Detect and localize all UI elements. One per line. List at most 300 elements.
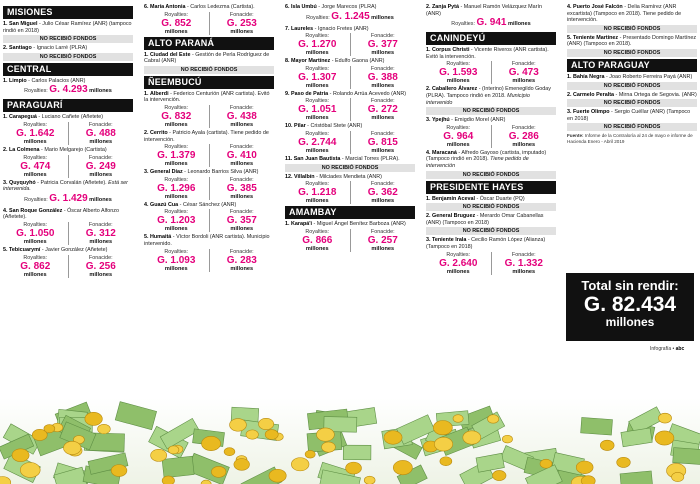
values-row <box>426 252 556 275</box>
entry-detail: - César Sánchez (ANR) <box>178 201 237 208</box>
entry-name: San Juan Bautista <box>293 155 341 162</box>
bill-shape <box>673 448 700 465</box>
fonacide-value: G. 377 <box>367 39 398 51</box>
entry-number: 1. <box>567 73 572 80</box>
total-unit: millones <box>605 315 655 329</box>
municipality-entry <box>426 86 556 115</box>
values-row <box>426 61 556 84</box>
section-header: PARAGUARÍ <box>3 99 133 112</box>
value-unit: millones <box>508 21 531 28</box>
municipality-entry <box>144 4 274 35</box>
royalties-value: G. 2.640 <box>439 257 478 269</box>
value-unit: millones <box>230 226 254 233</box>
royalties-label: Royalties: <box>305 130 330 137</box>
fonacide-label: Fonacide: <box>511 251 536 258</box>
fonacide-label: Fonacide: <box>370 228 395 235</box>
coin-shape <box>658 413 671 423</box>
fonacide-label: Fonacide: <box>370 181 395 188</box>
entry-number: 4. <box>567 4 572 10</box>
entry-title <box>285 221 415 228</box>
entry-number: 10. <box>285 123 293 130</box>
fonacide-value: G. 256 <box>85 260 116 272</box>
coin-shape <box>269 469 286 482</box>
municipality-entry <box>3 78 133 98</box>
section-header: AMAMBAY <box>285 206 415 219</box>
royalties-label: Royalties: <box>446 124 471 131</box>
royalties-cell <box>3 155 68 178</box>
entry-name: Quyquyhó <box>9 179 36 186</box>
royalties-single <box>285 11 415 24</box>
fonacide-cell <box>350 131 416 154</box>
entry-detail: - Marcial Torres (PLRA). <box>340 155 400 162</box>
section-header: PRESIDENTE HAYES <box>426 181 556 194</box>
entry-detail: - Víctor Bordoli (ANR cartista). Municipio intervenido. <box>144 234 270 247</box>
royalties-value: G. 852 <box>161 17 192 29</box>
royalties-label: Royalties: <box>164 144 189 151</box>
municipality-entry <box>426 237 556 274</box>
royalties-label: Royalties: <box>23 221 48 228</box>
value-unit: millones <box>89 171 113 178</box>
entry-number: 2. <box>426 213 431 220</box>
entry-title <box>426 237 556 250</box>
royalties-value: G. 1.270 <box>298 39 337 51</box>
entry-name: Fuerte Olimpo <box>573 109 610 116</box>
royalties-cell <box>285 229 350 252</box>
entry-detail: - Presentado Domingo Martínez (ANR) (Tampoco en 2018). <box>567 34 697 48</box>
value-unit: millones <box>164 193 188 200</box>
fonacide-label: Fonacide: <box>88 254 113 261</box>
value-unit: millones <box>305 245 329 252</box>
royalties-value: G. 1.642 <box>16 127 55 139</box>
coin-shape <box>230 419 247 432</box>
fonacide-label: Fonacide: <box>229 104 254 111</box>
no-funds-badge: NO RECIBIÓ FONDOS <box>426 107 556 115</box>
royalties-value: G. 866 <box>302 234 333 246</box>
value-unit: millones <box>305 147 329 154</box>
no-funds-badge: NO RECIBIÓ FONDOS <box>567 123 697 131</box>
no-funds-badge: NO RECIBIÓ FONDOS <box>426 227 556 235</box>
fonacide-value: G. 438 <box>226 110 257 122</box>
fonacide-cell <box>350 66 416 89</box>
municipality-entry <box>3 180 133 206</box>
entry-title <box>285 123 415 130</box>
value-unit: millones <box>230 193 254 200</box>
coin-shape <box>540 459 552 468</box>
entry-detail: - Mirna Ortega de Segovia. (ANR) <box>614 91 697 98</box>
coin-shape <box>322 442 336 452</box>
values-row <box>3 122 133 145</box>
entry-detail: - Ignacio Fretes (ANR) <box>313 25 369 32</box>
entry-number: 4. <box>3 207 8 214</box>
entry-number: 2. <box>567 91 572 98</box>
fonacide-cell <box>68 122 134 145</box>
entry-title <box>567 74 697 81</box>
source-text: Informe de la Contraloría al 24 de mayo e informe de Hacienda Enero - Abril 2019 <box>567 133 693 144</box>
coin-shape <box>259 418 274 429</box>
entry-detail: - Merardo Omar Cabanellas (ANR) (Tampoco en 2018) <box>426 213 544 226</box>
coin-shape <box>305 450 315 458</box>
coin-shape <box>246 430 258 439</box>
municipality-entry <box>285 4 415 24</box>
entry-name: Ypejhú <box>432 117 450 124</box>
no-funds-badge: NO RECIBIÓ FONDOS <box>567 99 697 107</box>
entry-name: María Antonia <box>150 4 186 10</box>
entry-detail: - Sergio Cuéllar (ANR) (Tampoco en 2018) <box>567 109 691 122</box>
fonacide-label: Fonacide: <box>229 11 254 18</box>
royalties-cell <box>3 222 68 245</box>
entry-title <box>3 78 133 85</box>
entry-title <box>3 147 133 154</box>
entry-number: 1. <box>3 77 8 84</box>
entry-title <box>567 92 697 99</box>
municipality-entry <box>567 74 697 90</box>
municipality-entry <box>567 92 697 108</box>
fonacide-value: G. 283 <box>226 254 257 266</box>
value-unit: millones <box>89 88 112 95</box>
entry-number: 1. <box>3 114 8 121</box>
no-funds-badge: NO RECIBIÓ FONDOS <box>567 25 697 33</box>
coin-shape <box>384 431 402 445</box>
royalties-label: Royalties: <box>164 176 189 183</box>
fonacide-cell <box>209 144 275 167</box>
fonacide-cell <box>350 181 416 204</box>
entry-number: 8. <box>285 58 290 65</box>
entry-detail: - Patricia Corvalán (Añetete). <box>35 179 109 186</box>
fonacide-label: Fonacide: <box>88 154 113 161</box>
municipality-entry <box>567 109 697 131</box>
value-unit: millones <box>164 226 188 233</box>
value-unit: millones <box>512 78 536 85</box>
entry-number: 5. <box>3 246 8 253</box>
no-funds-badge: NO RECIBIÓ FONDOS <box>3 35 133 43</box>
royalties-label: Royalties: <box>23 154 48 161</box>
values-row <box>144 105 274 128</box>
municipality-entry <box>3 208 133 245</box>
royalties-label: Royalties: <box>305 33 330 40</box>
coin-shape <box>98 424 111 434</box>
royalties-label: Royalties: <box>305 181 330 188</box>
entry-title <box>144 4 274 11</box>
entry-detail: - Óscar Alberto Alfonzo (Añetete). <box>3 207 119 221</box>
entry-name: Ciudad del Este <box>150 51 191 58</box>
royalties-label: Royalties: <box>305 65 330 72</box>
entry-number: 3. <box>426 117 431 124</box>
municipality-entry <box>285 174 415 205</box>
coin-shape <box>317 428 335 441</box>
coin-shape <box>488 415 499 423</box>
entry-title <box>285 91 415 98</box>
coin-shape <box>202 436 221 450</box>
municipality-entry <box>144 52 274 74</box>
fonacide-cell <box>350 33 416 56</box>
fonacide-cell <box>68 255 134 278</box>
values-row <box>144 209 274 232</box>
entry-title <box>285 58 415 65</box>
fonacide-value: G. 410 <box>226 150 257 162</box>
entry-title <box>567 35 697 48</box>
royalties-value: G. 1.245 <box>331 10 370 22</box>
royalties-single <box>426 17 556 30</box>
value-unit: millones <box>371 147 395 154</box>
fonacide-cell <box>350 98 416 121</box>
coin-shape <box>492 470 506 480</box>
royalties-value: G. 1.218 <box>298 187 337 199</box>
entry-number: 3. <box>426 237 431 244</box>
bill-shape <box>343 445 371 460</box>
values-row <box>285 181 415 204</box>
coin-shape <box>151 449 167 461</box>
money-illustration <box>0 398 700 484</box>
royalties-cell <box>144 249 209 272</box>
royalties-value: G. 1.307 <box>298 71 337 83</box>
value-unit: millones <box>89 196 112 203</box>
entry-title <box>567 4 697 24</box>
entry-number: 2. <box>426 4 431 10</box>
fonacide-label: Fonacide: <box>88 221 113 228</box>
entry-title <box>285 156 415 163</box>
fonacide-value: G. 286 <box>508 130 539 142</box>
no-funds-badge: NO RECIBIÓ FONDOS <box>285 164 415 172</box>
entry-detail: - Carlos Palacios (ANR) <box>26 77 86 84</box>
royalties-cell <box>3 255 68 278</box>
fonacide-cell <box>491 125 557 148</box>
value-unit: millones <box>371 82 395 89</box>
coin-shape <box>600 440 614 450</box>
entry-title <box>3 180 133 193</box>
royalties-cell <box>144 12 209 35</box>
coin-shape <box>576 461 593 474</box>
royalties-label: Royalties: <box>23 254 48 261</box>
entry-detail: - Ignacio Larré (PLRA) <box>31 45 88 52</box>
entry-number: 6. <box>285 4 290 10</box>
entry-number: 1. <box>285 221 290 228</box>
entry-number: 3. <box>3 179 8 186</box>
entry-title <box>426 47 556 60</box>
entry-detail: - Javier González (Añetete) <box>40 246 108 253</box>
entry-detail: - Patricio Ayala (cartista). Tiene pedido de intervención. <box>144 129 269 143</box>
coin-shape <box>265 430 278 440</box>
credit: Infografía • abc <box>650 346 685 352</box>
coin-shape <box>224 448 235 456</box>
values-row <box>285 131 415 154</box>
values-row <box>285 66 415 89</box>
entry-title <box>144 234 274 247</box>
value-unit: millones <box>371 14 394 21</box>
entry-detail: - Óscar Duarte (PQ) <box>474 195 525 202</box>
entry-title <box>285 26 415 33</box>
royalties-label: Royalties: <box>305 228 330 235</box>
value-unit: millones <box>164 121 188 128</box>
royalties-label: Royalties: <box>164 209 189 216</box>
royalties-label: Royalties: <box>164 104 189 111</box>
fonacide-label: Fonacide: <box>370 98 395 105</box>
value-unit: millones <box>305 115 329 122</box>
entry-number: 2. <box>144 129 149 136</box>
municipality-entry <box>144 169 274 200</box>
entry-title <box>3 247 133 254</box>
municipality-entry <box>3 247 133 278</box>
section-header: ALTO PARANÁ <box>144 37 274 50</box>
value-unit: millones <box>446 78 470 85</box>
municipality-entry <box>426 196 556 212</box>
value-unit: millones <box>164 28 188 35</box>
entry-detail: - Julio César Ramírez (ANR) (tampoco rindió en 2018) <box>3 21 132 34</box>
entry-number: 5. <box>144 234 149 241</box>
entry-name: San Roque González <box>9 207 63 214</box>
section-header: ALTO PARAGUAY <box>567 59 697 72</box>
value-unit: millones <box>89 271 113 278</box>
royalties-cell <box>144 144 209 167</box>
value-unit: millones <box>512 141 536 148</box>
fonacide-value: G. 1.332 <box>504 257 543 269</box>
royalties-value: G. 2.744 <box>298 136 337 148</box>
entry-number: 5. <box>567 34 572 41</box>
royalties-value: G. 1.093 <box>157 254 196 266</box>
entry-name: Santiago <box>9 45 32 52</box>
source-label: Fuente: <box>567 133 584 139</box>
entry-title <box>426 150 556 170</box>
entry-note: Está ser intervenida. <box>3 179 128 193</box>
entry-name: Bahía Negra <box>573 73 605 80</box>
royalties-cell <box>285 33 350 56</box>
fonacide-value: G. 257 <box>367 234 398 246</box>
entry-detail: - Luciano Cañete (Añetete) <box>36 114 104 121</box>
values-row <box>144 249 274 272</box>
column-5 <box>567 4 697 144</box>
value-unit: millones <box>305 50 329 57</box>
entry-title <box>144 169 274 176</box>
coin-shape <box>346 462 362 474</box>
coin-shape <box>655 431 674 445</box>
no-funds-badge: NO RECIBIÓ FONDOS <box>3 53 133 61</box>
value-unit: millones <box>89 138 113 145</box>
values-row <box>285 98 415 121</box>
fonacide-cell <box>209 249 275 272</box>
municipality-entry <box>3 114 133 145</box>
entry-name: General Bruguez <box>432 213 476 220</box>
royalties-label: Royalties: <box>306 14 330 21</box>
royalties-value: G. 1.593 <box>439 67 478 79</box>
fonacide-value: G. 388 <box>367 71 398 83</box>
royalties-value: G. 474 <box>20 160 51 172</box>
entry-title <box>3 21 133 34</box>
values-row <box>285 33 415 56</box>
total-label: Total sin rendir: <box>581 278 679 293</box>
royalties-label: Royalties: <box>24 196 48 203</box>
entry-name: Benjamín Aceval <box>432 195 475 202</box>
royalties-cell <box>426 252 491 275</box>
entry-title <box>426 4 556 17</box>
fonacide-cell <box>209 209 275 232</box>
fonacide-cell <box>491 252 557 275</box>
section-header: MISIONES <box>3 6 133 19</box>
fonacide-value: G. 815 <box>367 136 398 148</box>
entry-number: 1. <box>3 21 8 27</box>
municipality-entry <box>426 150 556 179</box>
royalties-cell <box>426 61 491 84</box>
coin-shape <box>672 472 684 481</box>
royalties-value: G. 1.050 <box>16 227 55 239</box>
entry-detail: - Alfredo Gayoso (cartista, imputado) (Tampoco rindió en 2018). <box>426 149 547 163</box>
royalties-cell <box>285 66 350 89</box>
royalties-label: Royalties: <box>446 61 471 68</box>
no-funds-badge: NO RECIBIÓ FONDOS <box>567 82 697 90</box>
municipality-entry <box>144 130 274 167</box>
fonacide-value: G. 249 <box>85 160 116 172</box>
value-unit: millones <box>230 265 254 272</box>
fonacide-cell <box>209 12 275 35</box>
entry-name: Limpio <box>9 77 27 84</box>
values-row <box>144 12 274 35</box>
entry-name: Villalbín <box>294 173 315 180</box>
entry-title <box>426 213 556 226</box>
entry-number: 1. <box>144 90 149 97</box>
fonacide-label: Fonacide: <box>229 248 254 255</box>
royalties-cell <box>285 98 350 121</box>
fonacide-value: G. 473 <box>508 67 539 79</box>
values-row <box>285 229 415 252</box>
section-header: ÑEEMBUCÚ <box>144 76 274 89</box>
entry-name: Paso de Patria <box>291 90 329 97</box>
value-unit: millones <box>371 50 395 57</box>
royalties-cell <box>144 177 209 200</box>
entry-number: 1. <box>426 195 431 202</box>
entry-title <box>3 45 133 52</box>
coin-shape <box>617 457 631 467</box>
fonacide-value: G. 272 <box>367 104 398 116</box>
royalties-label: Royalties: <box>305 98 330 105</box>
municipality-entry <box>285 156 415 172</box>
fonacide-value: G. 312 <box>85 227 116 239</box>
entry-name: Corpus Christi <box>432 47 470 54</box>
no-funds-badge: NO RECIBIÓ FONDOS <box>144 66 274 74</box>
royalties-cell <box>144 105 209 128</box>
entry-detail: - Jorge Marecos (PLRA) <box>316 4 377 10</box>
royalties-single <box>3 84 133 97</box>
entry-name: Teniente Irala <box>432 237 467 244</box>
royalties-value: G. 832 <box>161 110 192 122</box>
municipality-entry <box>144 202 274 233</box>
entry-number: 9. <box>285 90 290 97</box>
fonacide-cell <box>68 222 134 245</box>
value-unit: millones <box>371 245 395 252</box>
value-unit: millones <box>164 161 188 168</box>
bill-shape <box>581 417 613 435</box>
values-row <box>3 222 133 245</box>
entry-name: Teniente Martínez <box>573 34 619 41</box>
fonacide-value: G. 362 <box>367 187 398 199</box>
values-row <box>3 255 133 278</box>
fonacide-cell <box>68 155 134 178</box>
source-note <box>567 133 697 144</box>
royalties-label: Royalties: <box>164 248 189 255</box>
royalties-label: Royalties: <box>24 88 48 95</box>
municipality-entry <box>3 147 133 178</box>
entry-detail: - Emigdio Morel (ANR) <box>449 117 506 124</box>
value-unit: millones <box>512 268 536 275</box>
royalties-value: G. 1.296 <box>157 182 196 194</box>
column-4 <box>426 4 556 277</box>
entry-number: 2. <box>426 86 431 93</box>
entry-name: Puerto José Falcón <box>573 4 623 10</box>
value-unit: millones <box>371 198 395 205</box>
royalties-cell <box>285 181 350 204</box>
entry-name: Tebicuarymí <box>9 246 41 253</box>
column-3 <box>285 4 415 254</box>
municipality-entry <box>285 26 415 57</box>
coin-shape <box>12 449 29 462</box>
municipality-entry <box>285 91 415 122</box>
